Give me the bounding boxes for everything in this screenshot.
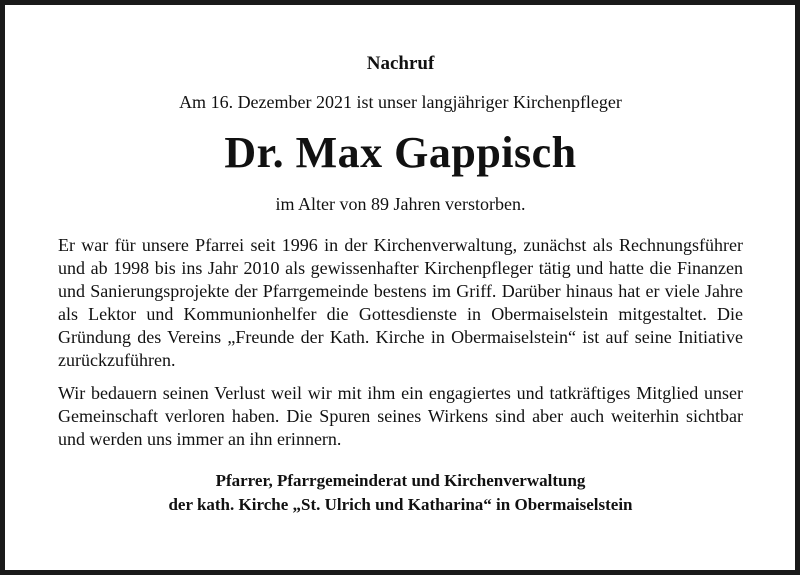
body-paragraph-condolence: Wir bedauern seinen Verlust weil wir mit ihm ein engagiertes und tatkräftiges Mitglied unser Gemeinschaft verloren haben. Die Spuren seines Wirkens sind aber auch weiterhin sichtbar und werden uns immer an ihn erinnern.: [58, 383, 743, 449]
signature-line-2: der kath. Kirche „St. Ulrich und Katharina“ in Obermaiselstein: [168, 495, 633, 514]
signature-line-1: Pfarrer, Pfarrgemeinderat und Kirchenverwaltung: [215, 471, 586, 490]
age-line: im Alter von 89 Jahren verstorben.: [275, 194, 526, 214]
body-paragraph-career: Er war für unsere Pfarrei seit 1996 in der Kirchenverwaltung, zunächst als Rechnungsführer und ab 1998 bis ins Jahr 2010 als gewissenhafter Kirchenpfleger tätig und hatte die Finanzen und Sanierungsprojekte der Pfarrgemeinde bestens im Griff. Darüber hinaus hat er viele Jahre als Lektor und Kommunionhelfer die Gottesdienste in Obermaiselstein mitgestaltet. Die Gründung des Vereins „Freunde der Kath. Kirche in Obermaiselstein“ ist auf seine Initiative zurückzuführen.: [58, 235, 743, 370]
obituary-notice: [58, 52, 743, 517]
signature-block: [58, 469, 743, 517]
notice-heading: Nachruf: [366, 53, 435, 74]
intro-line: Am 16. Dezember 2021 ist unser langjähriger Kirchenpfleger: [179, 92, 622, 112]
deceased-name: Dr. Max Gappisch: [224, 128, 577, 177]
